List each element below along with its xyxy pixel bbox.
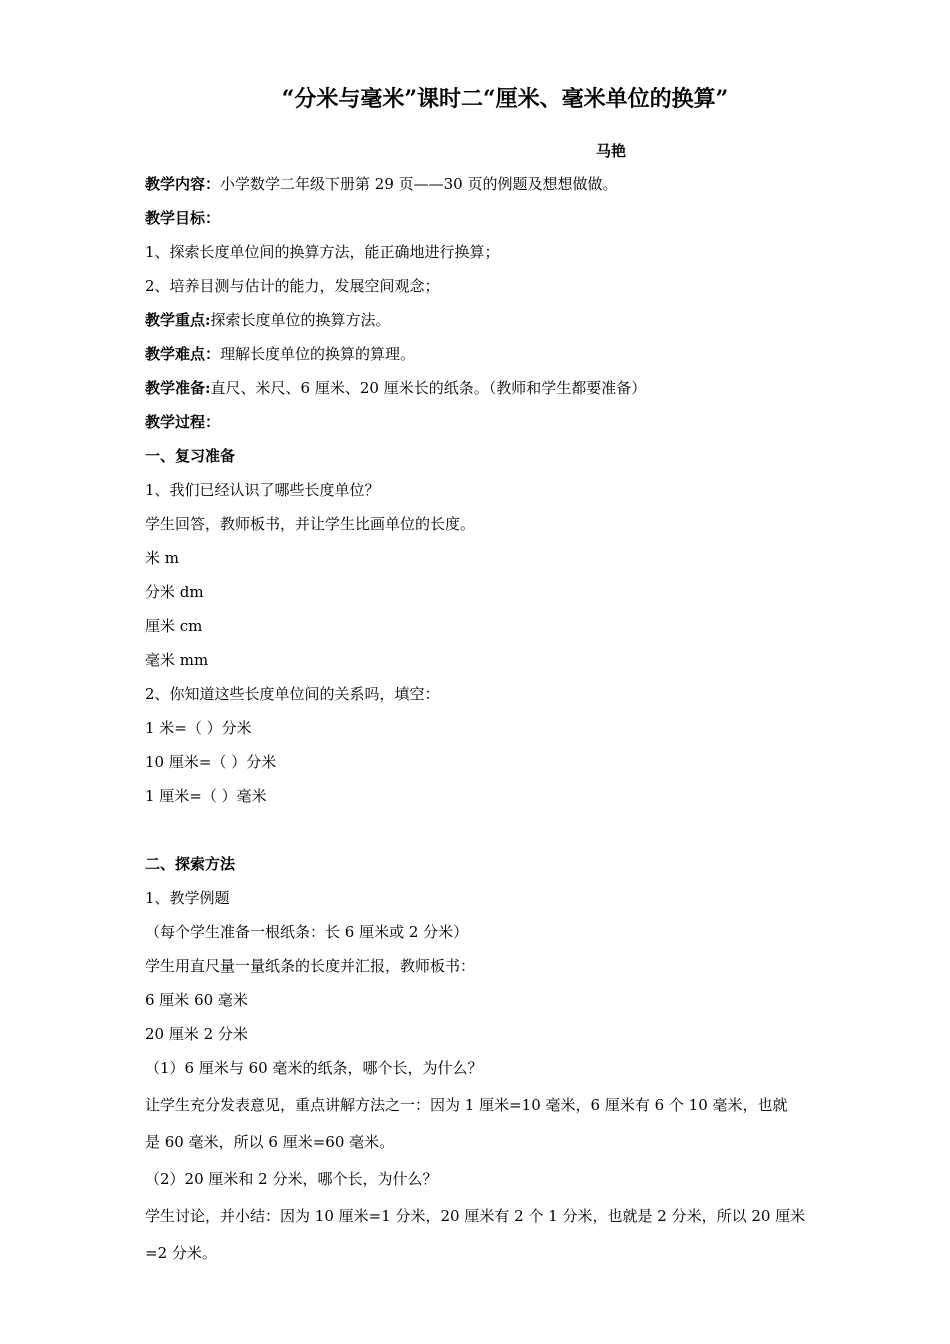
section1-line: 2、你知道这些长度单位间的关系吗，填空： (145, 685, 440, 703)
section1-line: 1 厘米=（ ）毫米 (145, 787, 267, 805)
document-title: “分米与毫米”课时二“厘米、毫米单位的换算” (281, 86, 729, 112)
section1-heading: 一、复习准备 (145, 447, 236, 465)
content-line (145, 172, 815, 206)
section1-line: 分米 dm (145, 583, 204, 601)
difficulty-line (145, 342, 815, 376)
process-heading (145, 410, 815, 444)
objective-item: 2、培养目测与估计的能力，发展空间观念； (145, 277, 440, 295)
key-point-label: 教学重点: (145, 311, 211, 329)
section2-line: =2 分米。 (145, 1244, 217, 1262)
section2-line: （1）6 厘米与 60 毫米的纸条，哪个长，为什么？ (145, 1059, 483, 1077)
section2-line: 20 厘米 2 分米 (145, 1025, 248, 1043)
difficulty-text: 理解长度单位的换算的算理。 (220, 345, 416, 363)
section1-line: 学生回答，教师板书，并让学生比画单位的长度。 (145, 515, 476, 533)
section2-line: （每个学生准备一根纸条：长 6 厘米或 2 分米） (145, 923, 469, 941)
section2-heading: 二、探索方法 (145, 855, 236, 873)
objectives-heading (145, 206, 815, 240)
document-body (145, 172, 815, 1275)
section2-line: 1、教学例题 (145, 889, 230, 907)
section2-line: 学生讨论，并小结：因为 10 厘米=1 分米，20 厘米有 2 个 1 分米，也就是 2 分米，所以 20 厘米 (145, 1207, 806, 1225)
process-label: 教学过程： (145, 413, 221, 431)
preparation-label: 教学准备: (145, 379, 211, 397)
blank-line (145, 818, 815, 852)
content-label: 教学内容： (145, 175, 221, 193)
content-text: 小学数学二年级下册第 29 页——30 页的例题及想想做做。 (220, 175, 618, 193)
preparation-line (145, 376, 815, 410)
section1-line: 米 m (145, 549, 179, 567)
objectives-label: 教学目标： (145, 209, 221, 227)
objective-item: 1、探索长度单位间的换算方法，能正确地进行换算； (145, 243, 500, 261)
author-name: 马艳 (596, 142, 627, 160)
section2-line: 学生用直尺量一量纸条的长度并汇报，教师板书： (145, 957, 476, 975)
key-point-text: 探索长度单位的换算方法。 (210, 311, 391, 329)
section2-line: 是 60 毫米，所以 6 厘米=60 毫米。 (145, 1133, 395, 1151)
section1-line: 10 厘米=（ ）分米 (145, 753, 277, 771)
difficulty-label: 教学难点： (145, 345, 221, 363)
section1-line: 1、我们已经认识了哪些长度单位？ (145, 481, 380, 499)
preparation-text: 直尺、米尺、6 厘米、20 厘米长的纸条。（教师和学生都要准备） (210, 379, 647, 397)
section2-line: 让学生充分发表意见，重点讲解方法之一：因为 1 厘米=10 毫米，6 厘米有 6 个 10 毫米，也就 (145, 1096, 788, 1114)
section1-line: 毫米 mm (145, 651, 209, 669)
section2-line: 6 厘米 60 毫米 (145, 991, 248, 1009)
key-point-line (145, 308, 815, 342)
section1-line: 1 米=（ ）分米 (145, 719, 252, 737)
section1-line: 厘米 cm (145, 617, 203, 635)
section2-line: （2）20 厘米和 2 分米，哪个长，为什么？ (145, 1170, 438, 1188)
